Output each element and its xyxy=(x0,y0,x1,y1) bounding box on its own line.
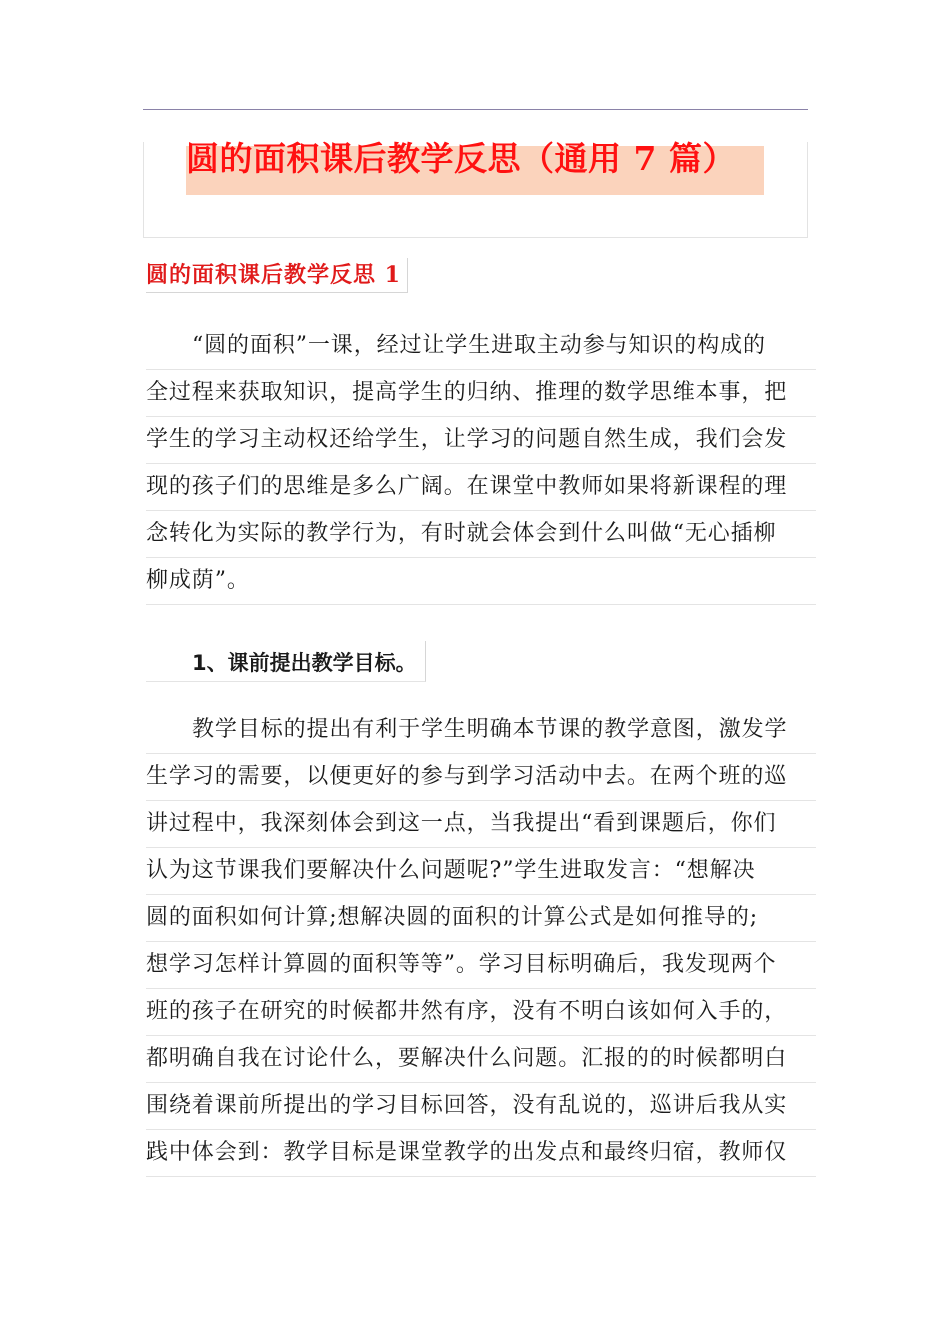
text-line: 围绕着课前所提出的学习目标回答，没有乱说的，巡讲后我从实 xyxy=(146,1083,816,1130)
text-line: 教学目标的提出有利于学生明确本节课的教学意图，激发学 xyxy=(146,707,816,754)
text-line: 全过程来获取知识，提高学生的归纳、推理的数学思维本事，把 xyxy=(146,370,816,417)
header-rule xyxy=(143,109,808,110)
text-line: 践中体会到：教学目标是课堂教学的出发点和最终归宿，教师仅 xyxy=(146,1130,816,1177)
text-line: 班的孩子在研究的时候都井然有序，没有不明白该如何入手的， xyxy=(146,989,816,1036)
text-line: 生学习的需要，以便更好的参与到学习活动中去。在两个班的巡 xyxy=(146,754,816,801)
text-line: 现的孩子们的思维是多么广阔。在课堂中教师如果将新课程的理 xyxy=(146,464,816,511)
subheading-goals: 1、课前提出教学目标。 xyxy=(146,641,426,682)
text-line: 都明确自我在讨论什么，要解决什么问题。汇报的的时候都明白 xyxy=(146,1036,816,1083)
text-line: 想学习怎样计算圆的面积等等”。学习目标明确后，我发现两个 xyxy=(146,942,816,989)
text-line: 认为这节课我们要解决什么问题呢?”学生进取发言：“想解决 xyxy=(146,848,816,895)
text-line: 念转化为实际的教学行为，有时就会体会到什么叫做“无心插柳 xyxy=(146,511,816,558)
section-heading: 圆的面积课后教学反思 1 xyxy=(146,258,408,293)
text-line: 圆的面积如何计算;想解决圆的面积的计算公式是如何推导的; xyxy=(146,895,816,942)
text-line: 讲过程中，我深刻体会到这一点，当我提出“看到课题后，你们 xyxy=(146,801,816,848)
document-title: 圆的面积课后教学反思（通用 7 篇） xyxy=(186,139,736,178)
text-line: 学生的学习主动权还给学生，让学习的问题自然生成，我们会发 xyxy=(146,417,816,464)
text-line: “圆的面积”一课，经过让学生进取主动参与知识的构成的 xyxy=(146,323,816,370)
paragraph-goals xyxy=(146,707,816,1177)
text-line: 柳成荫”。 xyxy=(146,558,816,605)
paragraph-intro xyxy=(146,323,816,605)
